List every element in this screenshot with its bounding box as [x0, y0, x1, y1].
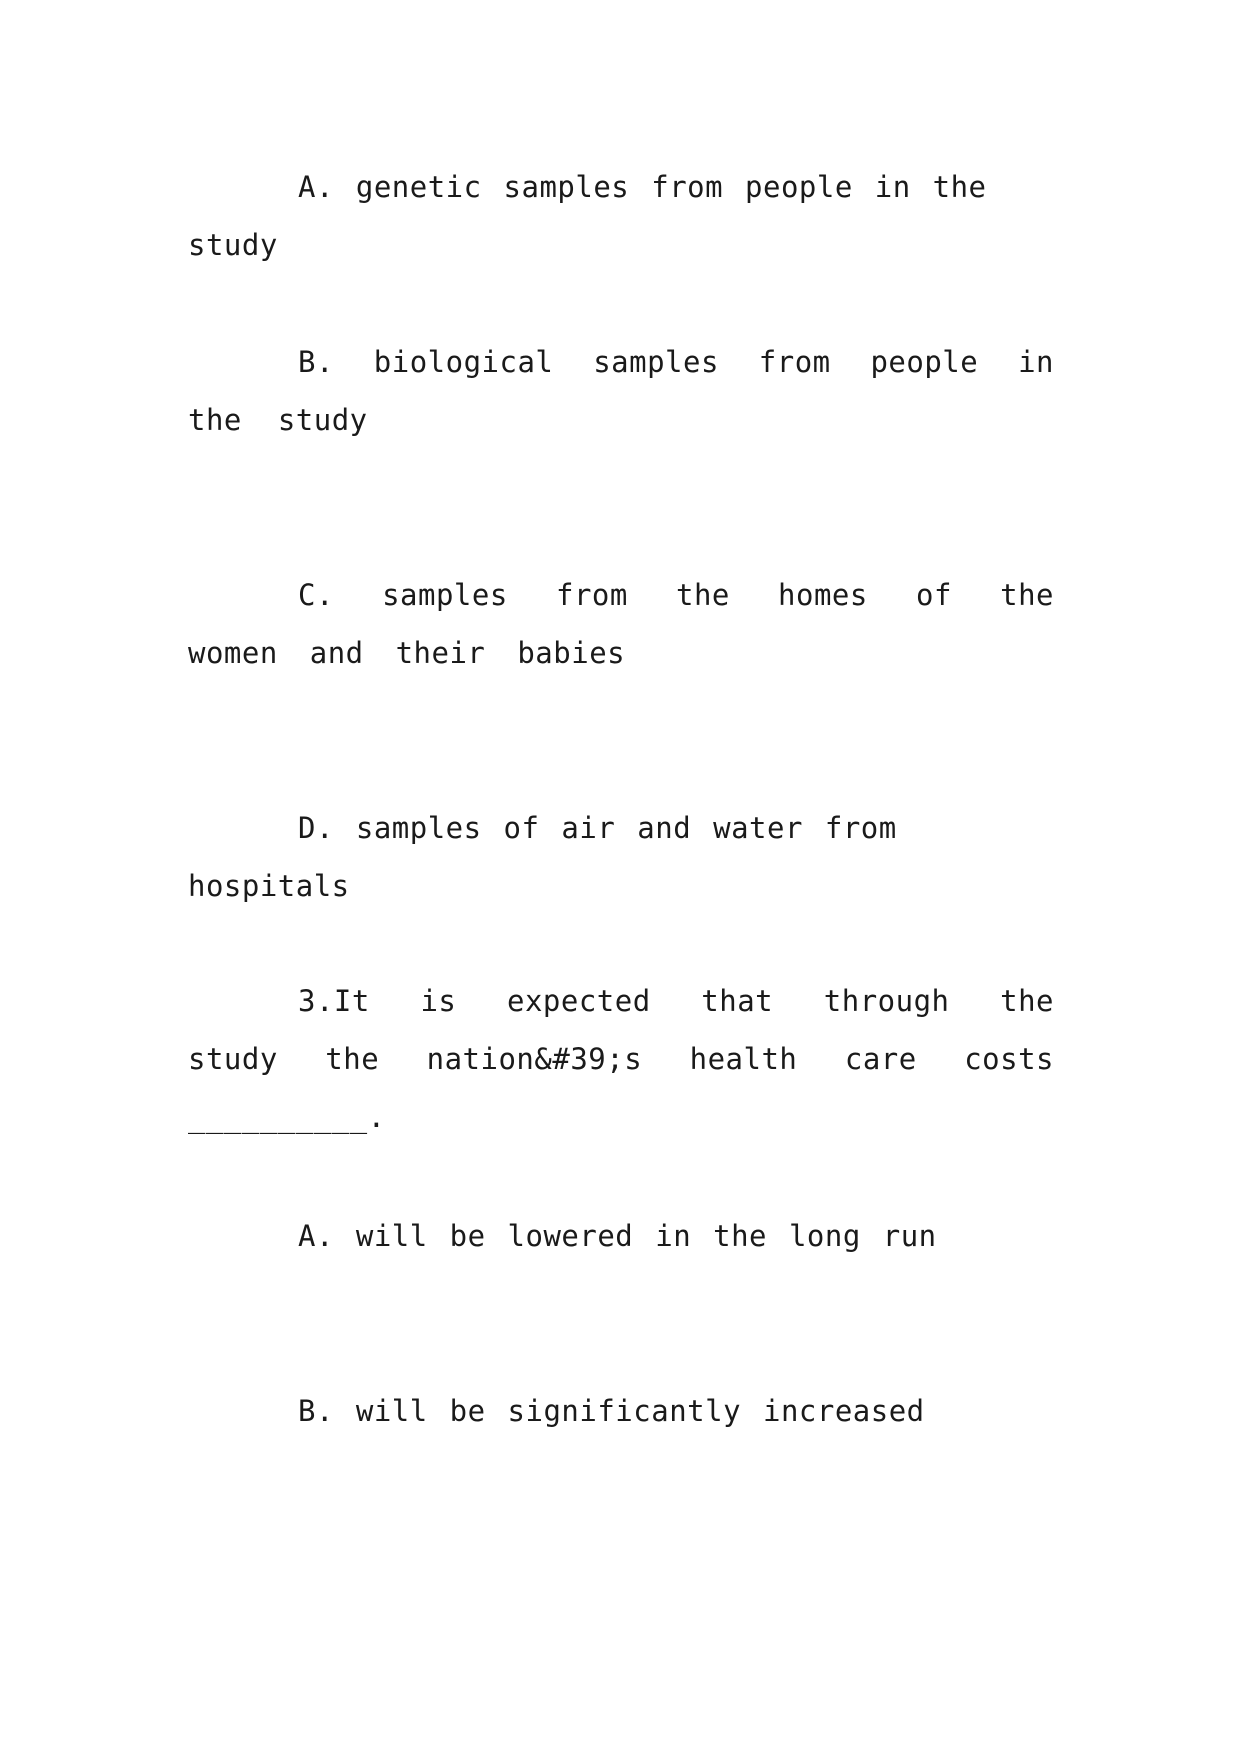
question-2-option-b: B. biological samples from people in the study — [188, 345, 1054, 437]
question-3-option-a: A. will be lowered in the long run — [298, 1219, 937, 1253]
question-2-option-d: D. samples of air and water from hospitals — [188, 811, 897, 903]
question-2-option-a: A. genetic samples from people in the study — [188, 170, 987, 262]
question-2-option-c: C. samples from the homes of the women and their babies — [188, 578, 1054, 670]
question-3-option-b: B. will be significantly increased — [298, 1394, 925, 1428]
question-3-stem: 3.It is expected that through the study the nation&#39;s health care costs __________. — [188, 984, 1054, 1134]
